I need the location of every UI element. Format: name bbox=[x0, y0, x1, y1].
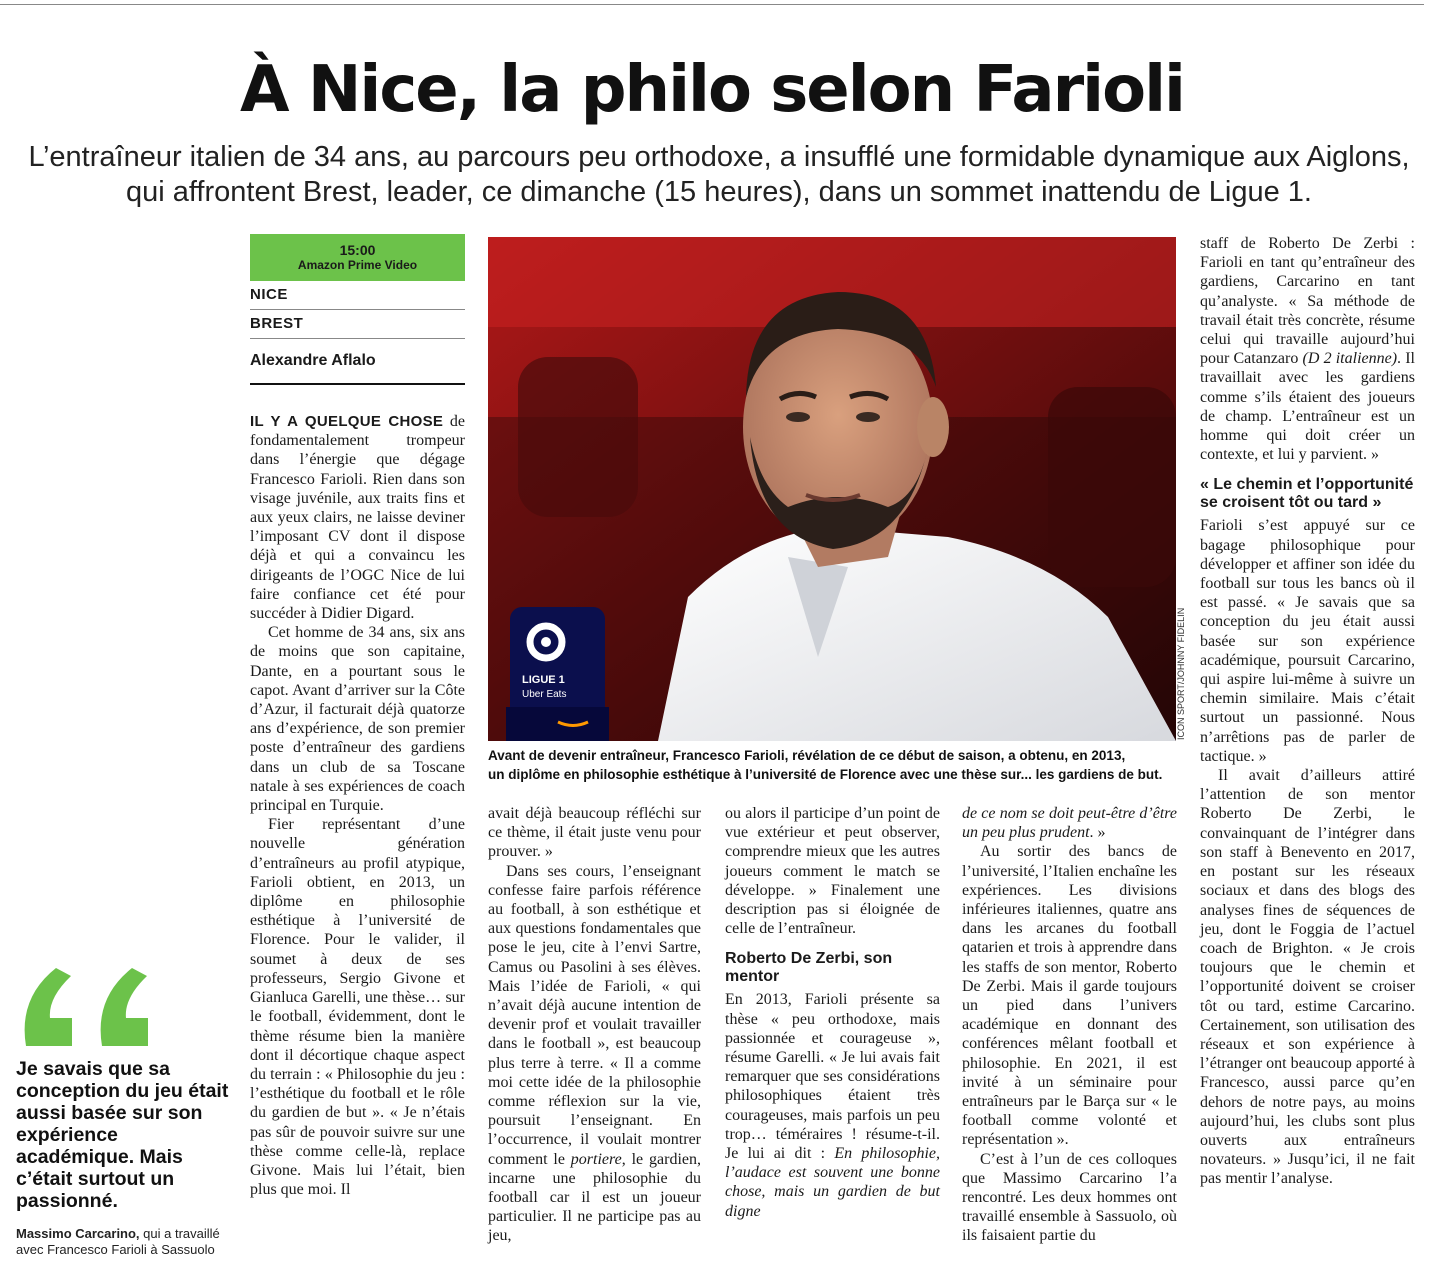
article-column-3 bbox=[725, 804, 940, 1221]
article-column-2 bbox=[488, 804, 701, 1246]
top-rule bbox=[0, 4, 1424, 5]
article-photo bbox=[488, 237, 1176, 741]
paragraph-text: . » bbox=[1089, 824, 1106, 842]
paragraph-text: de fondamentalement trompeur dans l’énergie que dégage Francesco Farioli. Rien dans son visage juvénile, aux traits fins et aux yeux clairs, ne laisse deviner l’imposant CV dont il dispose déjà et qui a convaincu les dirigeants de l’OGC Nice de lui faire confiance cet été pour succéder à Didier Digard. bbox=[250, 413, 465, 623]
caption-line: un diplôme en philosophie esthétique à l’université de Florence avec une thèse sur... les gardiens de but. bbox=[488, 767, 1163, 782]
paragraph: Il avait d’ailleurs attiré l’attention de son mentor Roberto De Zerbi, le convainquant de l’intégrer dans son staff à Benevento en 2017, en postant sur les réseaux sociaux et dans des blogs des analyses fines de séquences de jeu, dont le Foggia de l’actuel coach de Brighton. « Je crois toujours que le chemin et l’opportunité doivent se croiser tôt ou tard, estime Carcarino. Certainement, son utilisation des réseaux et son expérience à l’étranger ont beaucoup apporté à Francesco, aussi parce qu’en dehors de notre pays, au moins aujourd’hui, les clubs sont plus ouverts aux entraîneurs novateurs. » Jusqu’ici, il ne fait pas mentir l’analyse. bbox=[1200, 767, 1416, 1188]
article-column-4 bbox=[962, 804, 1177, 1246]
paragraph: avait déjà beaucoup réfléchi sur ce thème, il était juste venu pour prouver. » bbox=[488, 805, 701, 861]
mic-brand-text: LIGUE 1 bbox=[522, 674, 565, 686]
match-info-box bbox=[250, 234, 465, 385]
paragraph: Farioli s’est appuyé sur ce bagage philosophique pour développer et affiner son idée du football sur tous les bancs où il est passé. « Je savais que sa conception du jeu était aussi basée sur son expérience académique, poursuit Carcarino, qui aspire lui-même à suivre un chemin similaire. Mais c’était surtout un passionné. Nous n’arrêtions pas de parler de tactique. » bbox=[1200, 517, 1415, 765]
paragraph bbox=[250, 412, 465, 623]
photo-caption bbox=[488, 746, 1188, 784]
deck: L’entraîneur italien de 34 ans, au parcours peu orthodoxe, a insufflé une formidable dynamique aux Aiglons, qui affrontent Brest, leader, ce dimanche (15 heures), dans un sommet inattendu de Ligue 1. bbox=[28, 141, 1410, 208]
paragraph: ou alors il participe d’un point de vue extérieur et peut observer, comprendre mieux que les autres joueurs comment le match se développe. » Finalement une description pas si éloignée de celle de l’entraîneur. bbox=[725, 805, 940, 938]
paragraph-text: Dans ses cours, l’enseignant confesse faire parfois référence au football, à son esthétique et aux questions fondamentales que pose le jeu, cite à l’envi Sartre, Camus ou Pasolini à ses élèves. Mais l’idée de Farioli, « qui n’avait déjà aucune intention de devenir prof et voulait travailler dans le football », est beaucoup plus terre à terre. « Il a comme moi cette idée de la philosophie comme réflexion sur la vie, poursuit l’enseignant. En l’occurrence, il voulait montrer comment le bbox=[488, 862, 701, 1168]
article-column-1 bbox=[250, 412, 465, 1199]
quotation-mark-icon bbox=[16, 958, 166, 1048]
mic-sponsor-text: Uber Eats bbox=[522, 689, 567, 700]
speaker-name: Massimo Carcarino, bbox=[16, 1226, 140, 1241]
paragraph: Fier représentant d’une nouvelle génération d’entraîneurs au profil atypique, Farioli obtient, en 2013, un diplôme en philosophie esthétique à l’université de Florence. Pour le valider, il soumet à deux de ses professeurs, Sergio Givone et Gianluca Garelli, une thèse… sur le football, évidemment, dont le thème résume bien la manière dont il décortique chaque aspect du terrain : « Philosophie du jeu : l’esthétique du football et le rôle du gardien de but ». « Je n’étais pas sûr de pouvoir suivre sur une thèse comme celle-là, replace Givone. Mais lui l’était, bien plus que moi. Il bbox=[250, 816, 465, 1199]
pull-quote: Je savais que sa conception du jeu était aussi basée sur son expérience académique. Mais c’était surtout un passionné. bbox=[16, 1058, 229, 1212]
headline: À Nice, la philo selon Farioli bbox=[240, 53, 1184, 127]
paragraph bbox=[1200, 234, 1415, 464]
paragraph-text: En 2013, Farioli présente sa thèse « peu orthodoxe, mais passionnée et courageuse », résume Garelli. « Je lui avais fait remarquer que ses considérations philosophiques étaient très courageuses, mais parfois un peu trop… téméraires ! résume-t-il. Je lui ai dit : bbox=[725, 991, 940, 1163]
byline: Alexandre Aflalo bbox=[250, 339, 465, 385]
broadcaster: Amazon Prime Video bbox=[297, 258, 418, 272]
kickoff-time: 15:00 bbox=[339, 242, 376, 258]
paragraph: C’est à l’un de ces colloques que Massimo Carcarino l’a rencontré. Les deux hommes ont travaillé ensemble à Sassuolo, où ils faisaient partie du bbox=[962, 1150, 1177, 1245]
paragraph bbox=[962, 804, 1177, 842]
paragraph bbox=[725, 990, 940, 1220]
speaker-role: qui a travaillé avec Francesco Farioli à Sassuolo bbox=[16, 1226, 220, 1257]
paragraph bbox=[488, 862, 701, 1246]
pull-quote-attribution bbox=[16, 1226, 241, 1258]
italic-note: (D 2 italienne) bbox=[1302, 350, 1398, 368]
broadcast-banner bbox=[250, 234, 465, 281]
italic-quote: En philosophie, l’audace est souvent une bonne chose, mais un gardien de but digne bbox=[725, 1145, 940, 1220]
photo-credit: ICON SPORT/JOHNNY FIDELIN bbox=[1176, 607, 1186, 740]
lead-in: IL Y A QUELQUE CHOSE bbox=[250, 413, 444, 430]
microphone-icon bbox=[506, 607, 609, 741]
paragraph-text: , le gardien, incarne une philosophie du football car il est un joueur particulier. Il ne participe pas au jeu, bbox=[488, 1150, 701, 1245]
team-away: BREST bbox=[250, 310, 465, 339]
paragraph: Au sortir des bancs de l’université, l’Italien enchaîne les expériences. Les divisions inférieures italiennes, quatre ans dans les arcanes du football qatarien et trois à apprendre dans les staffs de son mentor, Roberto De Zerbi. Mais il garde toujours un pied dans l’univers académique en donnant des conférences mêlant football et philosophie. En 2021, il est invité à un séminaire pour entraîneurs par le Barça sur « le football comme volonté et représentation ». bbox=[962, 843, 1177, 1149]
article-column-5 bbox=[1200, 234, 1415, 1189]
team-home: NICE bbox=[250, 281, 465, 310]
section-subhead: Roberto De Zerbi, son mentor bbox=[725, 950, 893, 986]
paragraph: Cet homme de 34 ans, six ans de moins que son capitaine, Dante, en a pourtant sous le capot. Avant d’arriver sur la Côte d’Azur, il facturait déjà quatorze ans d’expérience, de son premier poste d’entraîneur des gardiens dans un club de sa Toscane natale à ses expériences de coach principal en Turquie. bbox=[250, 624, 465, 815]
italic-quote: de ce nom se doit peut-être d’être un peu plus prudent bbox=[962, 805, 1177, 842]
coach-portrait-image bbox=[488, 237, 1176, 741]
paragraph-text: staff de Roberto De Zerbi : Farioli en tant qu’entraîneur des gardiens, Carcarino en tant qu’analyste. « Sa méthode de travail était très concrète, résume celui qui travaille aujourd’hui pour Catanzaro bbox=[1200, 235, 1415, 368]
section-subhead: « Le chemin et l’opportunité se croisent tôt ou tard » bbox=[1200, 476, 1414, 512]
caption-line: Avant de devenir entraîneur, Francesco Farioli, révélation de ce début de saison, a obtenu, en 2013, bbox=[488, 748, 1126, 763]
italic-term: portiere bbox=[570, 1150, 622, 1168]
paragraph-text: . Il travaillait avec les gardiens comme s’ils étaient des joueurs de champ. L’entraîneur est un homme qui doit créer un contexte, et lui y parvient. » bbox=[1200, 350, 1415, 464]
